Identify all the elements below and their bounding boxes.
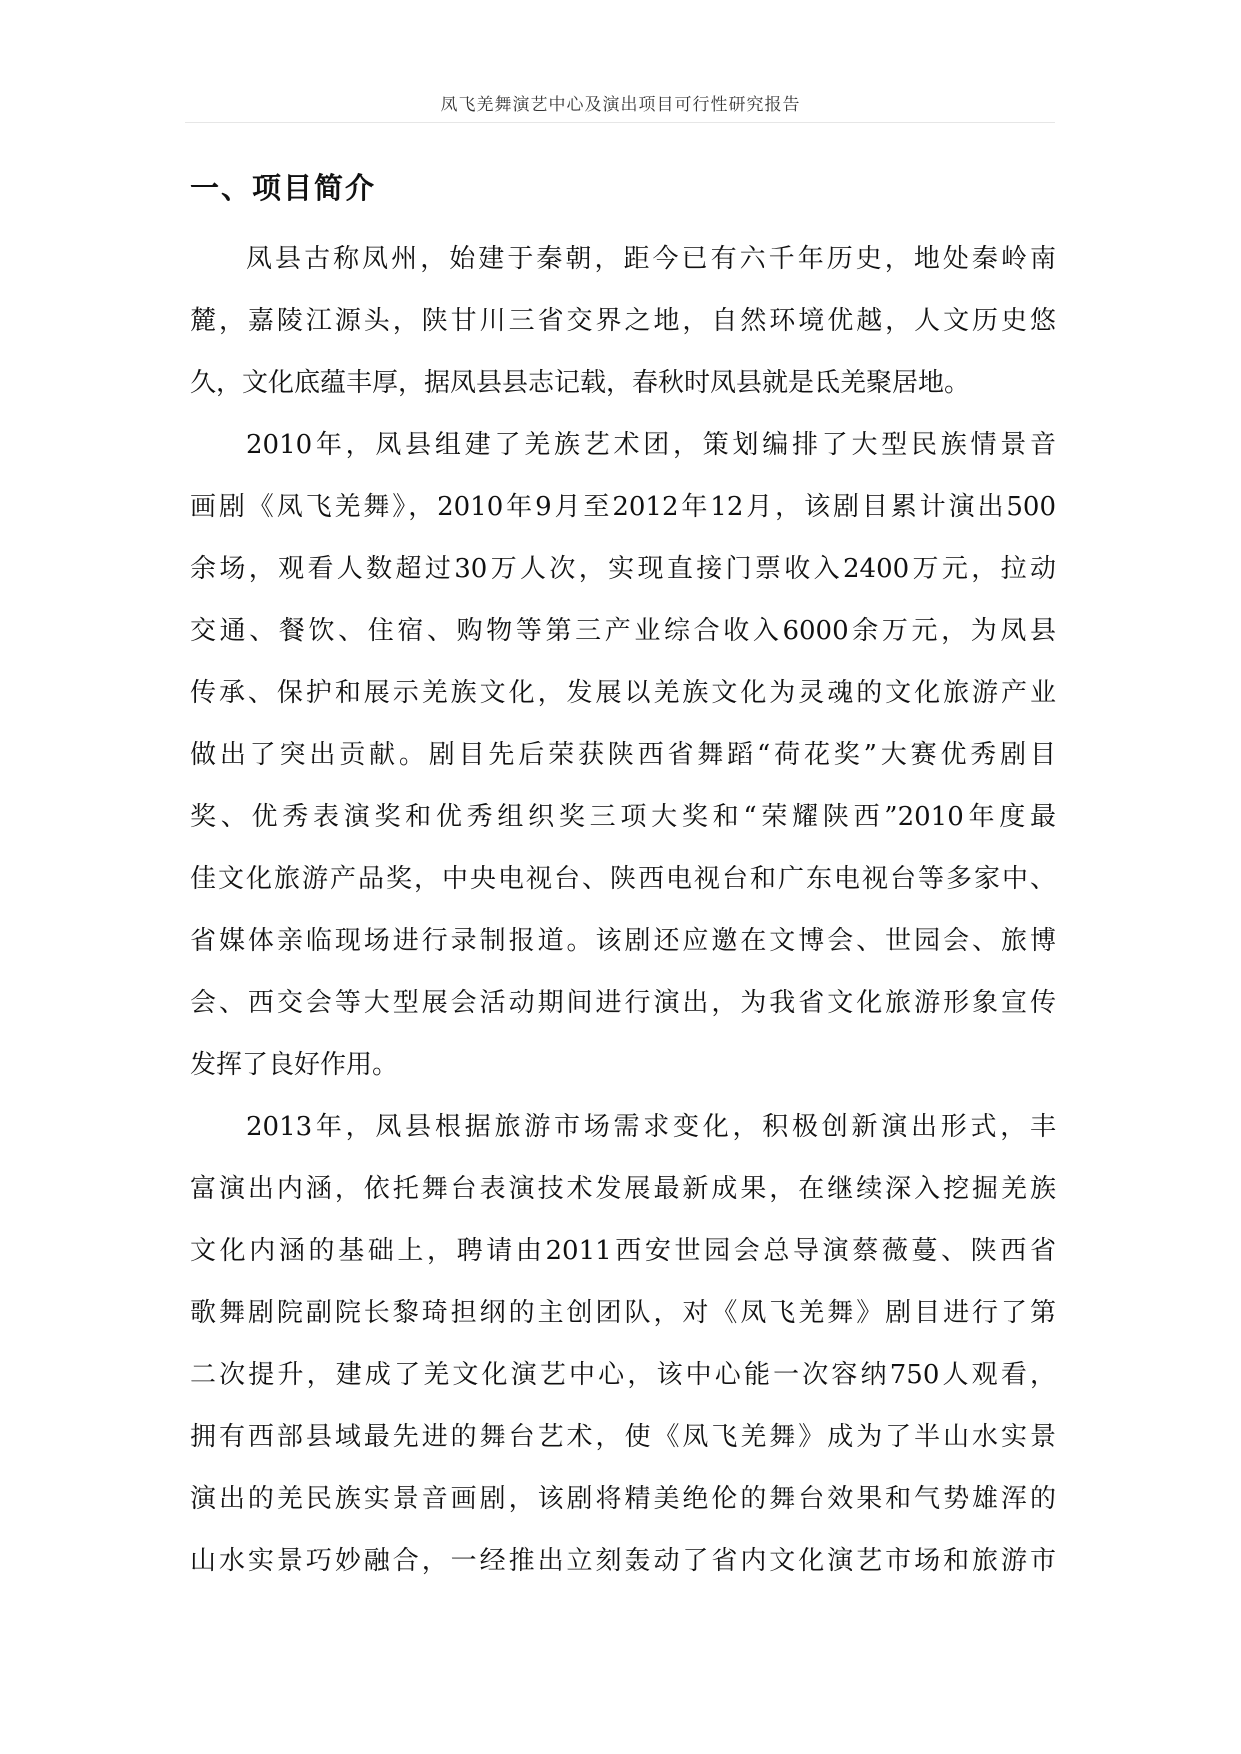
body-text [190, 228, 1056, 1592]
paragraph-1 [190, 228, 1056, 414]
text-line: 山水实景巧妙融合，一经推出立刻轰动了省内文化演艺市场和旅游市 [190, 1546, 1056, 1576]
text-line: 传承、保护和展示羌族文化，发展以羌族文化为灵魂的文化旅游产业 [190, 678, 1056, 708]
section-heading: 一、项目简介 [190, 171, 377, 205]
text-line: 做出了突出贡献。剧目先后荣获陕西省舞蹈“荷花奖”大赛优秀剧目 [190, 740, 1056, 770]
text-line: 演出的羌民族实景音画剧，该剧将精美绝伦的舞台效果和气势雄浑的 [190, 1484, 1056, 1514]
text-line: 余场，观看人数超过30万人次，实现直接门票收入2400万元，拉动 [190, 554, 1056, 584]
paragraph-2 [190, 414, 1056, 1096]
text-line: 交通、餐饮、住宿、购物等第三产业综合收入6000余万元，为凤县 [190, 616, 1056, 646]
text-line: 久，文化底蕴丰厚，据凤县县志记载，春秋时凤县就是氐羌聚居地。 [190, 368, 971, 398]
text-line: 歌舞剧院副院长黎琦担纲的主创团队，对《凤飞羌舞》剧目进行了第 [190, 1298, 1056, 1328]
text-line: 麓，嘉陵江源头，陕甘川三省交界之地，自然环境优越，人文历史悠 [190, 306, 1056, 336]
text-line: 文化内涵的基础上，聘请由2011西安世园会总导演蔡薇蔓、陕西省 [190, 1236, 1056, 1266]
text-line: 发挥了良好作用。 [190, 1050, 399, 1080]
text-line: 佳文化旅游产品奖，中央电视台、陕西电视台和广东电视台等多家中、 [190, 864, 1056, 894]
header-divider [185, 122, 1055, 123]
text-line: 2010年，凤县组建了羌族艺术团，策划编排了大型民族情景音 [246, 430, 1056, 460]
text-line: 凤县古称凤州，始建于秦朝，距今已有六千年历史，地处秦岭南 [246, 244, 1056, 274]
text-line: 省媒体亲临现场进行录制报道。该剧还应邀在文博会、世园会、旅博 [190, 926, 1056, 956]
running-header: 凤飞羌舞演艺中心及演出项目可行性研究报告 [440, 95, 801, 115]
text-line: 2013年，凤县根据旅游市场需求变化，积极创新演出形式，丰 [246, 1112, 1056, 1142]
paragraph-3 [190, 1096, 1056, 1592]
text-line: 二次提升，建成了羌文化演艺中心，该中心能一次容纳750人观看， [190, 1360, 1056, 1390]
text-line: 拥有西部县域最先进的舞台艺术，使《凤飞羌舞》成为了半山水实景 [190, 1422, 1056, 1452]
text-line: 画剧《凤飞羌舞》，2010年9月至2012年12月，该剧目累计演出500 [190, 492, 1056, 522]
text-line: 富演出内涵，依托舞台表演技术发展最新成果，在继续深入挖掘羌族 [190, 1174, 1056, 1204]
text-line: 奖、优秀表演奖和优秀组织奖三项大奖和“荣耀陕西”2010年度最 [190, 802, 1056, 832]
text-line: 会、西交会等大型展会活动期间进行演出，为我省文化旅游形象宣传 [190, 988, 1056, 1018]
